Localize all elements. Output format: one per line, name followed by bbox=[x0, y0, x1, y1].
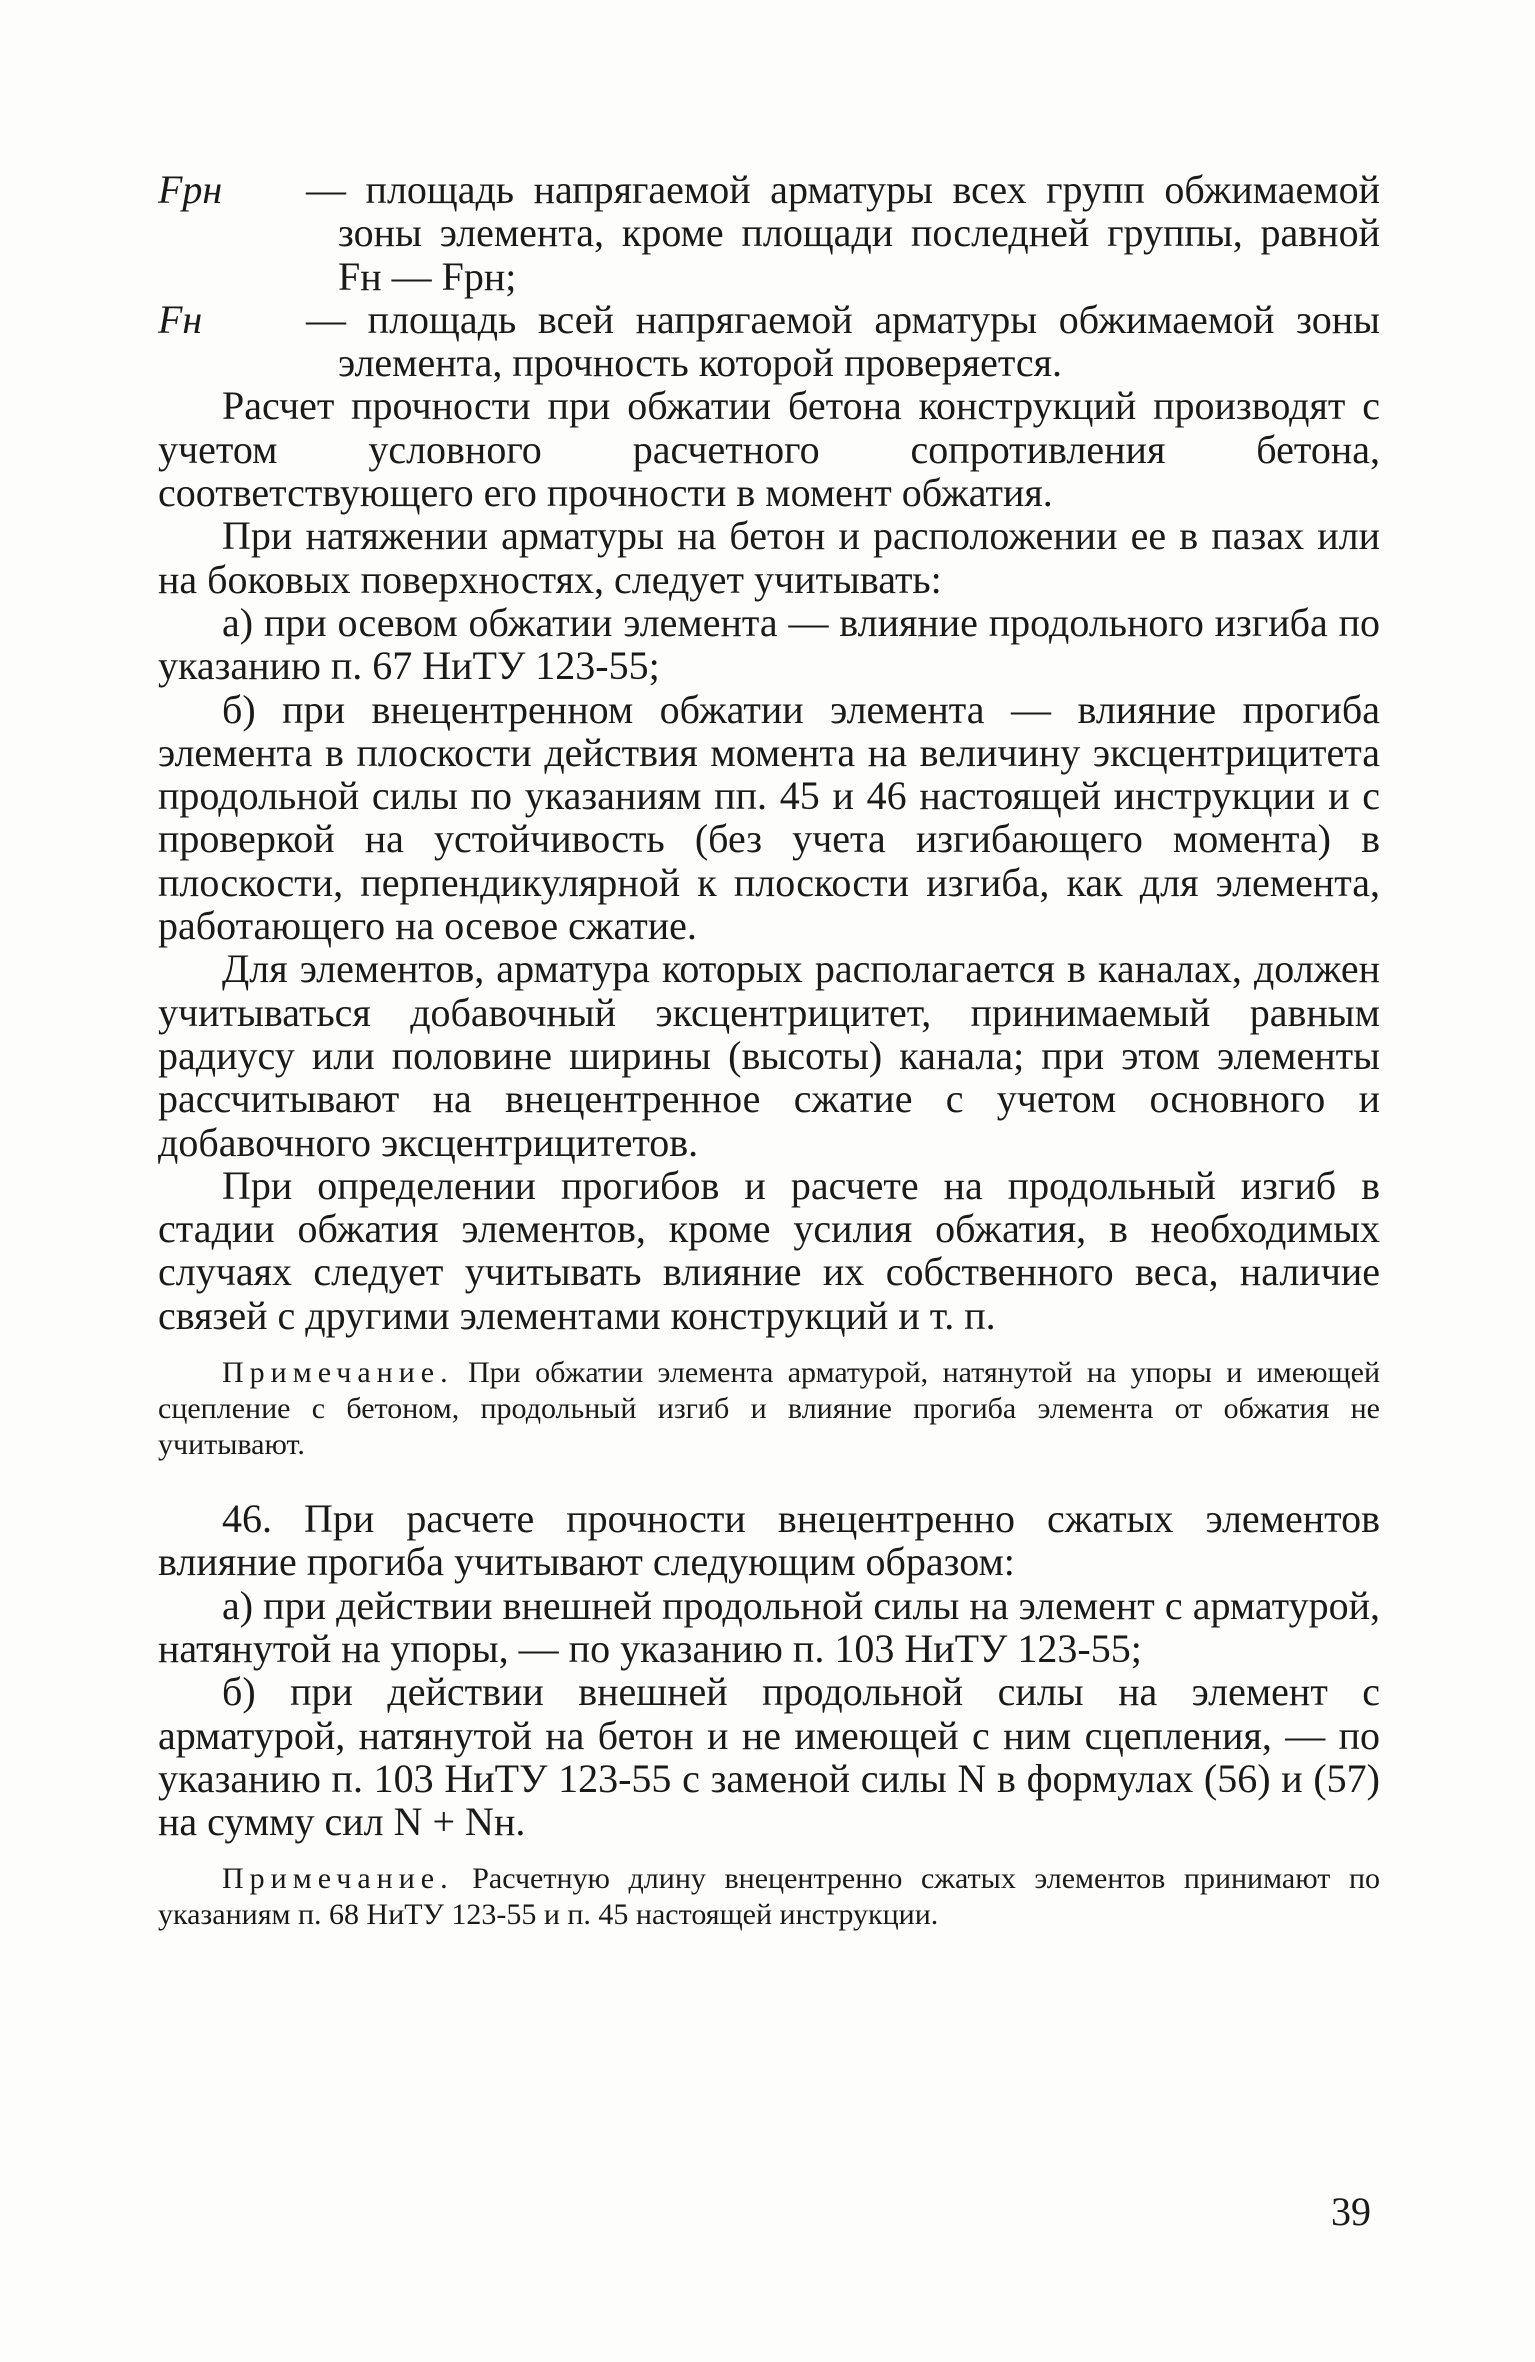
note bbox=[158, 1861, 1380, 1933]
note-text: Расчетную длину внецентренно сжатых элементов принимают по указаниям п. 68 НиТУ 123-55 и п. 45 настоящей инструкции. bbox=[158, 1862, 1381, 1932]
section-heading-46: 46. При расчете прочности внецентренно сжатых элементов влияние прогиба учитывают следующим образом: bbox=[158, 1496, 1380, 1585]
note-text: При обжатии элемента арматурой, натянутой на упоры и имеющей сцепление с бетоном, продольный изгиб и влияние прогиба элемента от обжатия не учитывают. bbox=[158, 1356, 1380, 1462]
definition-frn-text: — площадь напрягаемой арматуры всех групп обжимаемой зоны элемента, кроме площади последней группы, равной Fн — Fрн; bbox=[306, 167, 1380, 299]
page-body bbox=[158, 168, 1380, 1933]
page-number: 39 bbox=[1331, 2189, 1371, 2234]
paragraph: При натяжении арматуры на бетон и расположении ее в пазах или на боковых поверхностях, следует учитывать: bbox=[158, 513, 1380, 602]
definition-fn bbox=[158, 298, 1380, 385]
list-item-b: б) при действии внешней продольной силы на элемент с арматурой, натянутой на бетон и не имеющей с ним сцепления, — по указанию п. 103 НиТУ 123-55 с заменой силы N в формулах (56) и (57) на сумму сил N + Nн. bbox=[158, 1669, 1380, 1845]
list-item-b: б) при внецентренном обжатии элемента — влияние прогиба элемента в плоскости действия момента на величину эксцентрицитета продольной силы по указаниям пп. 45 и 46 настоящей инструкции и с проверкой на устойчивость (без учета изгибающего момента) в плоскости, перпендикулярной к плоскости изгиба, как для элемента, работающего на осевое сжатие. bbox=[158, 686, 1380, 949]
paragraph: Для элементов, арматура которых располагается в каналах, должен учитываться добавочный эксцентрицитет, принимаемый равным радиусу или половине ширины (высоты) канала; при этом элементы рассчитывают на внецентренное сжатие с учетом основного и добавочного эксцентрицитетов. bbox=[158, 946, 1380, 1165]
definition-frn bbox=[158, 168, 1380, 298]
list-item-a: а) при осевом обжатии элемента — влияние продольного изгиба по указанию п. 67 НиТУ 123-55; bbox=[158, 599, 1380, 689]
note bbox=[158, 1355, 1380, 1463]
note-label: Примечание. bbox=[222, 1862, 454, 1896]
list-item-a: а) при действии внешней продольной силы на элемент с арматурой, натянутой на упоры, — по указанию п. 103 НиТУ 123-55; bbox=[158, 1582, 1380, 1671]
symbol-frn: Fрн bbox=[158, 167, 223, 212]
note-label: Примечание. bbox=[222, 1356, 454, 1390]
symbol-fn: Fн bbox=[158, 296, 203, 342]
definition-fn-text: — площадь всей напрягаемой арматуры обжимаемой зоны элемента, прочность которой проверяется. bbox=[306, 296, 1380, 386]
paragraph: При определении прогибов и расчете на продольный изгиб в стадии обжатия элементов, кроме усилия обжатия, в необходимых случаях следует учитывать влияние их собственного веса, наличие связей с другими элементами конструкций и т. п. bbox=[158, 1162, 1380, 1338]
paragraph: Расчет прочности при обжатии бетона конструкций производят с учетом условного расчетного сопротивления бетона, соответствующего его прочности в момент обжатия. bbox=[158, 383, 1380, 516]
